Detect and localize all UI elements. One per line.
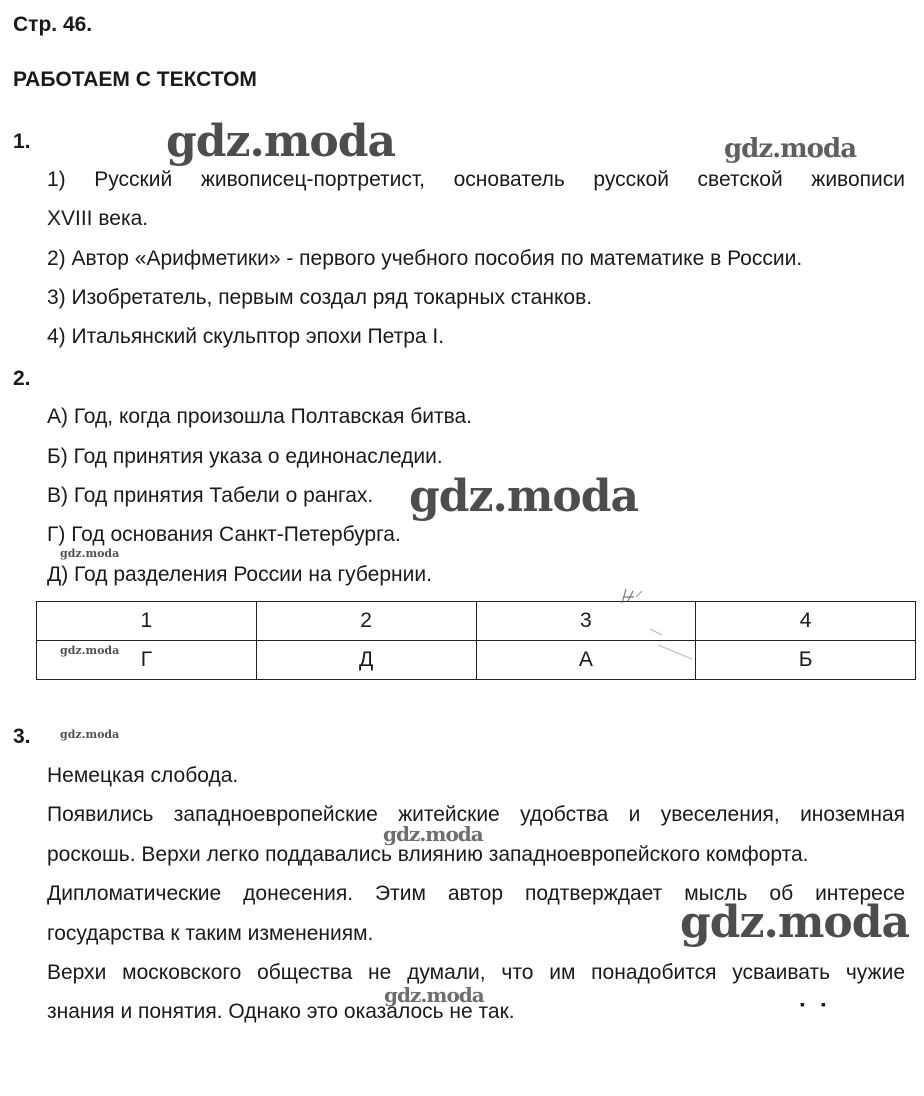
answer-table-answer-cell: Г (37, 641, 257, 680)
scribble-mark (600, 585, 720, 665)
task-1-line: 4) Итальянский скульптор эпохи Петра I. (47, 325, 445, 348)
stray-dots: ▪▪ (800, 996, 842, 1012)
answer-table (36, 601, 916, 680)
answer-table-answer-row (37, 641, 916, 680)
task-2-number: 2. (13, 367, 31, 390)
answer-table-header-cell: 1 (37, 602, 257, 641)
answer-table-header-row (37, 602, 916, 641)
section-title: РАБОТАЕМ С ТЕКСТОМ (13, 68, 257, 91)
answer-table-header-cell: 2 (256, 602, 476, 641)
task-1-line: 3) Изобретатель, первым создал ряд токарных станков. (47, 286, 593, 309)
task-3-line: роскошь. Верхи легко поддавались влиянию западноевропейского комфорта. (47, 843, 809, 866)
task-3-line: Дипломатические донесения. Этим автор подтверждает мысль об интересе (47, 882, 905, 905)
task-3-line: Появились западноевропейские житейские удобства и увеселения, иноземная (47, 803, 905, 826)
watermark-logo: gdz.moda (724, 134, 857, 164)
watermark-logo: gdz.moda (409, 471, 639, 522)
task-2-item: Г) Год основания Санкт-Петербурга. (47, 523, 401, 546)
answer-table-answer-cell: А (476, 641, 696, 680)
watermark-logo: gdz.moda (60, 547, 120, 560)
task-1-line: 2) Автор «Арифметики» - первого учебного пособия по математике в России. (47, 247, 803, 270)
answer-table-answer-cell: Б (696, 641, 916, 680)
watermark-logo: gdz.moda (384, 983, 484, 1007)
task-2-item: В) Год принятия Табели о рангах. (47, 484, 374, 507)
answer-table-answer-cell: Д (256, 641, 476, 680)
page-label: Стр. 46. (13, 13, 93, 36)
task-3-line: государства к таким изменениям. (47, 922, 374, 945)
task-1-line: 1) Русский живописец-портретист, основатель русской светской живописи (47, 168, 905, 191)
task-1-line: XVIII века. (47, 207, 149, 230)
watermark-logo: gdz.moda (166, 116, 396, 167)
task-3-line: Немецкая слобода. (47, 764, 239, 787)
answer-table-header-cell: 4 (696, 602, 916, 641)
answer-table-header-cell: 3 (476, 602, 696, 641)
task-3-line: знания и понятия. Однако это оказалось не так. (47, 1000, 515, 1023)
task-2-item: А) Год, когда произошла Полтавская битва. (47, 405, 473, 428)
task-1-number: 1. (13, 130, 31, 153)
watermark-logo: gdz.moda (60, 728, 120, 741)
watermark-logo: gdz.moda (383, 822, 483, 846)
task-2-item: Б) Год принятия указа о единонаследии. (47, 445, 443, 468)
task-2-item: Д) Год разделения России на губернии. (47, 563, 432, 586)
task-3-line: Верхи московского общества не думали, что им понадобится усваивать чужие (47, 961, 905, 984)
watermark-logo: gdz.moda (60, 644, 120, 657)
watermark-logo: gdz.moda (680, 897, 910, 948)
task-3-number: 3. (13, 725, 31, 748)
